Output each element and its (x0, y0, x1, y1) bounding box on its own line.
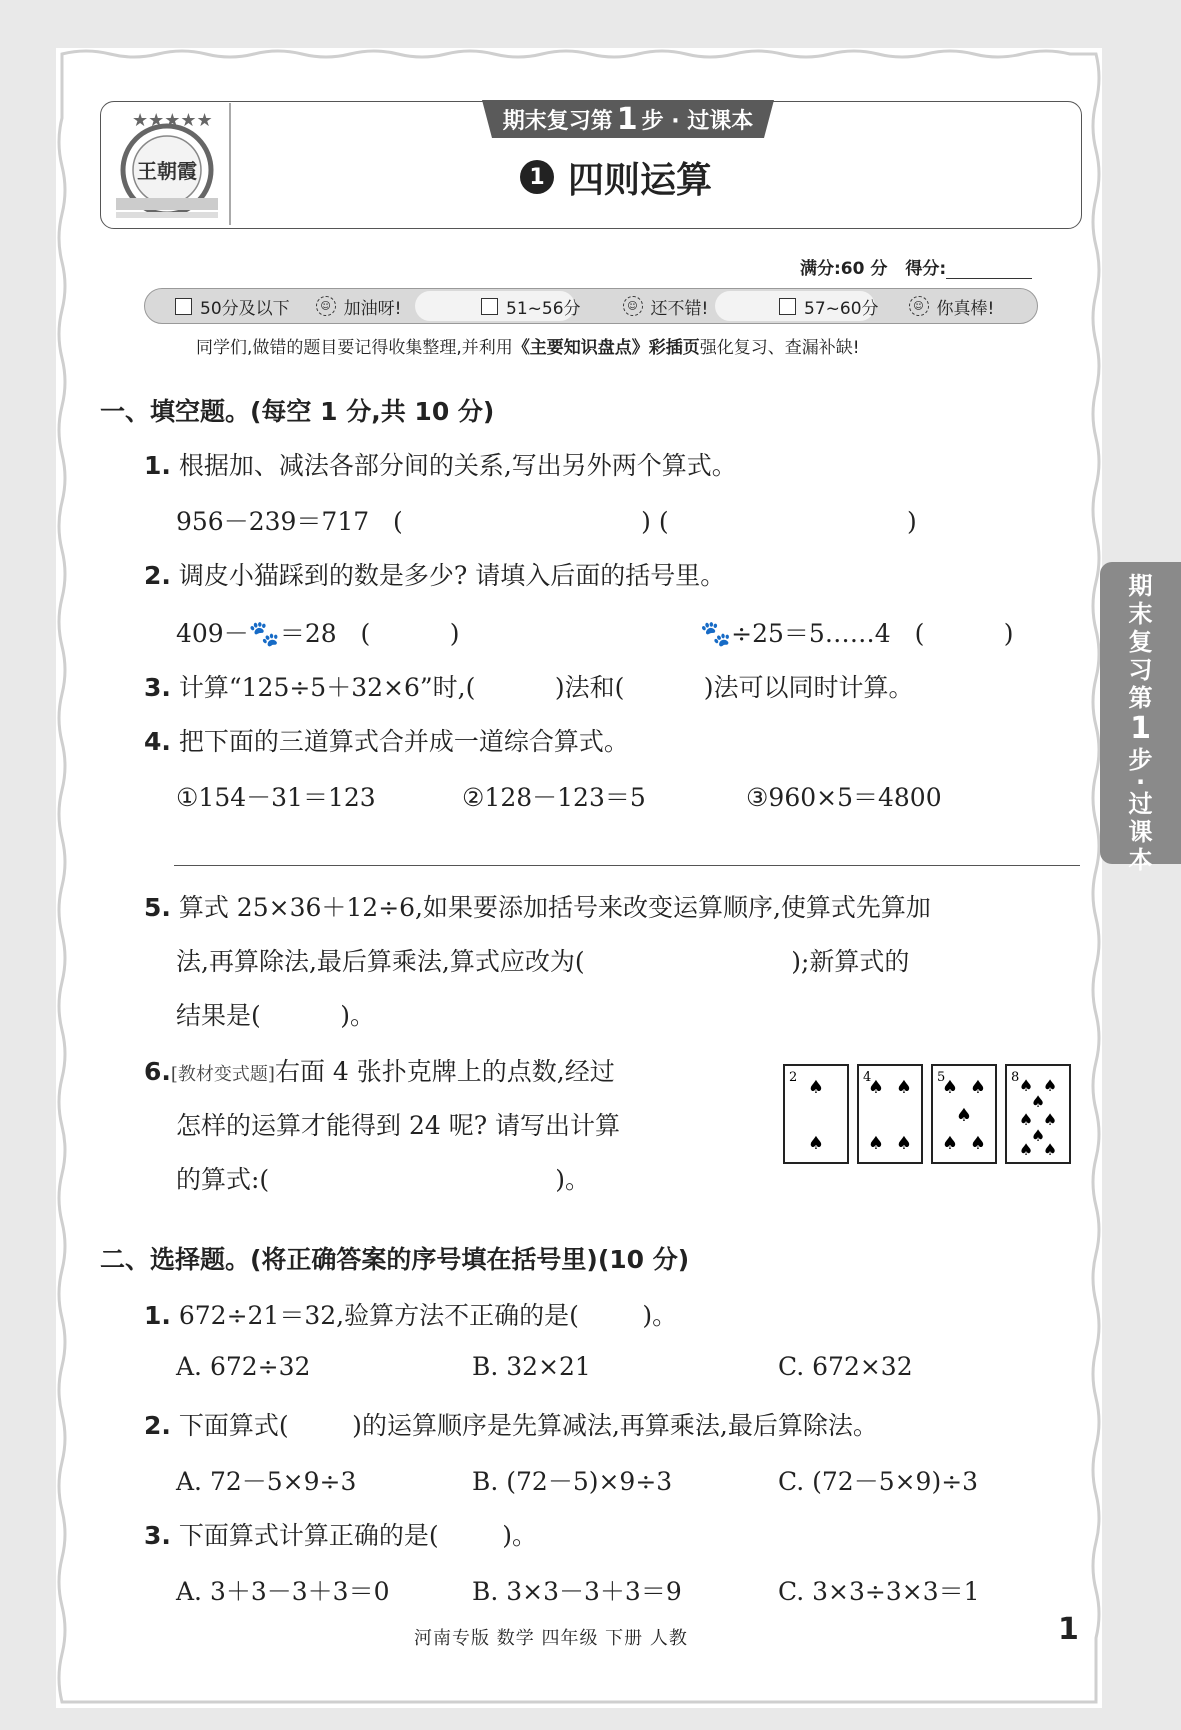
title-number-badge: 1 (520, 160, 554, 194)
smiley-icon: ☺ (909, 296, 929, 316)
question-number: 6. (144, 1057, 171, 1086)
svg-text:♠: ♠ (969, 1077, 987, 1098)
expression: 409－ (176, 619, 249, 648)
answer-blank[interactable]: ( ) (393, 507, 651, 536)
svg-text:♠: ♠ (807, 1133, 825, 1154)
question-text: 算式 25×36＋12÷6,如果要添加括号来改变运算顺序,使算式先算加 (178, 893, 931, 922)
question-number: 5. (144, 893, 171, 922)
mc-question-1 (144, 1296, 677, 1332)
question-2-expr-1 (176, 614, 460, 650)
svg-text:♠: ♠ (941, 1133, 959, 1154)
step-banner-text (482, 100, 774, 138)
question-4 (144, 722, 629, 758)
svg-text:♠: ♠ (1018, 1076, 1034, 1095)
svg-text:♠: ♠ (1042, 1076, 1058, 1095)
question-text: 下面算式计算正确的是( )。 (178, 1521, 537, 1550)
expression: 956－239＝717 (176, 507, 370, 536)
svg-text:♠: ♠ (1018, 1110, 1034, 1129)
title-text: 四则运算 (568, 159, 713, 201)
poker-card-4 (858, 1065, 922, 1163)
rating-range: 51~56分 (506, 298, 581, 319)
side-char: 习 (1128, 656, 1153, 684)
question-text: 计算“125÷5＋32×6”时,( )法和( )法可以同时计算。 (178, 673, 914, 702)
smiley-icon: ☺ (316, 296, 336, 316)
choice-c[interactable]: C. 3×3÷3×3＝1 (778, 1577, 980, 1606)
paw-icon: 🐾 (248, 619, 280, 648)
question-text: 的算式:( )。 (176, 1165, 591, 1194)
expression: ＝28 (279, 619, 337, 648)
svg-text:♠: ♠ (1030, 1126, 1046, 1145)
page-number: 1 (1058, 1612, 1079, 1647)
brand-logo (112, 104, 222, 222)
side-char: 步 (1128, 746, 1153, 774)
question-2 (144, 556, 725, 592)
poker-card-8 (1006, 1065, 1070, 1163)
choice-b[interactable]: B. (72－5)×9÷3 (472, 1467, 673, 1496)
score-blank[interactable] (946, 260, 1032, 279)
poker-card-2 (784, 1065, 848, 1163)
side-char: 1 (1130, 711, 1151, 746)
svg-text:♠: ♠ (895, 1077, 913, 1098)
rating-bar (144, 288, 1038, 324)
rating-comment: 你真棒! (936, 298, 995, 319)
question-text: 把下面的三道算式合并成一道综合算式。 (178, 727, 629, 756)
rating-comment: 加油呀! (343, 298, 402, 319)
svg-text:♠: ♠ (867, 1077, 885, 1098)
answer-blank[interactable]: ( ) (914, 619, 1014, 648)
section-title-fill-blank: 一、填空题。(每空 1 分,共 10 分) (100, 397, 495, 426)
svg-text:★★★★★: ★★★★★ (132, 110, 213, 131)
choice-b[interactable]: B. 3×3－3＋3＝9 (472, 1577, 682, 1606)
svg-text:♠: ♠ (955, 1105, 973, 1126)
study-notice (196, 333, 860, 358)
side-char: 期 (1128, 572, 1153, 600)
got-score-label: 得分: (905, 259, 947, 279)
rating-checkbox[interactable] (481, 298, 498, 315)
full-score-label: 满分:60 分 (800, 259, 888, 279)
rating-option (175, 289, 401, 323)
rating-range: 57~60分 (804, 298, 879, 319)
card-rank: 5 (937, 1070, 946, 1085)
rating-comment: 还不错! (650, 298, 709, 319)
choice-a[interactable]: A. 672÷32 (176, 1352, 311, 1381)
choice-a[interactable]: A. 72－5×9÷3 (176, 1467, 357, 1496)
question-5-line-1 (144, 888, 931, 924)
svg-text:♠: ♠ (969, 1133, 987, 1154)
svg-text:♠: ♠ (895, 1133, 913, 1154)
svg-text:♠: ♠ (1042, 1140, 1058, 1159)
choice-c[interactable]: C. (72－5×9)÷3 (778, 1467, 979, 1496)
svg-text:♠: ♠ (1030, 1092, 1046, 1111)
step-prefix: 期末复习第 (502, 108, 613, 134)
card-rank: 4 (863, 1070, 872, 1085)
answer-line[interactable] (174, 865, 1080, 866)
question-text: 根据加、减法各部分间的关系,写出另外两个算式。 (178, 451, 737, 480)
mc-question-2 (144, 1406, 878, 1442)
question-text: 672÷21＝32,验算方法不正确的是( )。 (178, 1301, 678, 1330)
card-rank: 2 (789, 1070, 798, 1085)
textbook-variant-tag: [教材变式题] (170, 1064, 275, 1085)
choice-b[interactable]: B. 32×21 (472, 1352, 591, 1381)
logo-text: 王朝霞 (137, 159, 197, 183)
svg-text:♠: ♠ (941, 1077, 959, 1098)
question-1 (144, 446, 737, 482)
question-number: 1. (144, 451, 171, 480)
side-char: · (1135, 768, 1146, 796)
step-suffix: 步 · 过课本 (641, 108, 754, 134)
side-char: 末 (1128, 600, 1153, 628)
answer-blank[interactable]: ( ) (658, 507, 917, 536)
expression: ①154－31＝123 (176, 783, 376, 812)
question-number: 2. (144, 1411, 171, 1440)
score-line (800, 254, 1032, 279)
rating-checkbox[interactable] (779, 298, 796, 315)
logo-separator (229, 103, 231, 225)
side-char: 课 (1128, 818, 1153, 846)
svg-text:♠: ♠ (807, 1077, 825, 1098)
question-number: 4. (144, 727, 171, 756)
question-number: 3. (144, 673, 171, 702)
mc-question-3 (144, 1516, 537, 1552)
smiley-icon: ☺ (623, 296, 643, 316)
notice-highlight: 《主要知识盘点》彩插页 (512, 338, 700, 358)
step-number: 1 (616, 101, 638, 137)
rating-option (779, 289, 994, 323)
question-6-line-1 (144, 1052, 615, 1088)
rating-checkbox[interactable] (175, 298, 192, 315)
side-char: 本 (1128, 846, 1153, 874)
expression: ÷25＝5……4 (731, 619, 891, 648)
question-text: 调皮小猫踩到的数是多少? 请填入后面的括号里。 (178, 561, 726, 590)
question-text: 法,再算除法,最后算乘法,算式应改为( );新算式的 (176, 947, 910, 976)
question-number: 3. (144, 1521, 171, 1550)
page-title (520, 152, 712, 202)
section-title-multiple-choice: 二、选择题。(将正确答案的序号填在括号里)(10 分) (100, 1245, 690, 1274)
footer-edition-info: 河南专版 数学 四年级 下册 人教 (414, 1628, 688, 1649)
poker-card-5 (932, 1065, 996, 1163)
poker-cards (782, 1063, 1080, 1167)
question-text: 结果是( )。 (176, 1001, 375, 1030)
question-1-answer (176, 502, 917, 538)
svg-text:♠: ♠ (1042, 1110, 1058, 1129)
question-number: 1. (144, 1301, 171, 1330)
question-text: 下面算式( )的运算顺序是先算减法,再算乘法,最后算除法。 (178, 1411, 878, 1440)
question-text: 右面 4 张扑克牌上的点数,经过 (274, 1057, 615, 1086)
side-char: 复 (1128, 628, 1153, 656)
question-3 (144, 668, 914, 704)
question-2-expr-2 (700, 614, 1014, 650)
rating-option (481, 289, 708, 323)
side-char: 第 (1128, 684, 1153, 712)
paw-icon: 🐾 (700, 619, 732, 648)
expression: ②128－123＝5 (462, 783, 646, 812)
notice-text: 同学们,做错的题目要记得收集整理,并利用 (196, 338, 513, 358)
svg-text:♠: ♠ (867, 1133, 885, 1154)
choice-c[interactable]: C. 672×32 (778, 1352, 913, 1381)
side-char: 过 (1128, 790, 1153, 818)
answer-blank[interactable]: ( ) (360, 619, 460, 648)
side-tab-text (1100, 572, 1181, 874)
choice-a[interactable]: A. 3＋3－3＋3＝0 (176, 1577, 390, 1606)
rating-range: 50分及以下 (200, 298, 290, 319)
expression: ③960×5＝4800 (746, 783, 942, 812)
question-number: 2. (144, 561, 171, 590)
card-rank: 8 (1011, 1070, 1020, 1085)
question-text: 怎样的运算才能得到 24 呢? 请写出计算 (176, 1111, 621, 1140)
svg-text:♠: ♠ (1018, 1140, 1034, 1159)
notice-text: 强化复习、查漏补缺! (699, 338, 860, 358)
